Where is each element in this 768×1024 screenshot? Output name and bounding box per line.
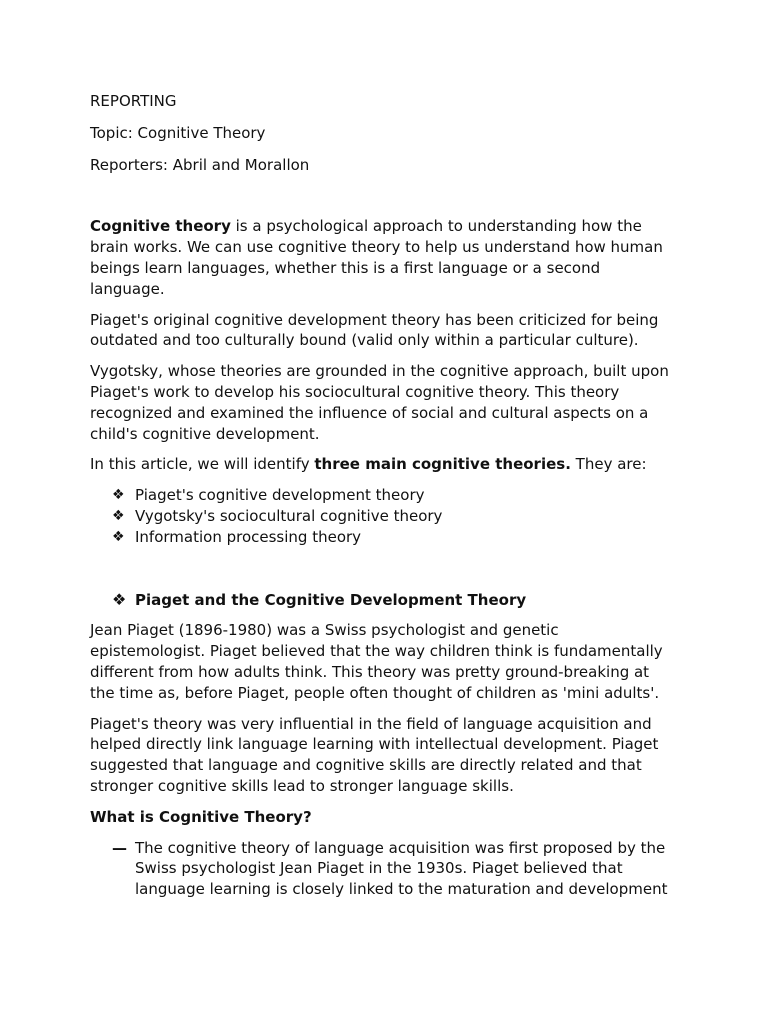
paragraph-three-theories: [90, 454, 678, 475]
subheading-what-is-cognitive-theory: What is Cognitive Theory?: [90, 807, 312, 826]
list-item-text: Vygotsky's sociocultural cognitive theory: [135, 506, 443, 525]
paragraph-piaget-criticism: Piaget's original cognitive development theory has been criticized for being outdated and too culturally bound (valid only within a particular culture).: [90, 310, 659, 350]
dash-bullet-icon: —: [112, 838, 127, 857]
section-heading: [90, 590, 678, 611]
diamond-bullet-icon: ❖: [112, 507, 125, 524]
section-heading-text: Piaget and the Cognitive Development Theory: [135, 590, 527, 609]
diamond-bullet-icon: ❖: [112, 589, 127, 609]
intro-term: Cognitive theory: [90, 217, 231, 236]
spacer: [90, 186, 678, 216]
list-item: [90, 485, 678, 506]
list-item: [90, 527, 678, 548]
diamond-bullet-icon: ❖: [112, 487, 125, 504]
list-item-text: Information processing theory: [135, 527, 362, 546]
para4-after: They are:: [570, 455, 647, 474]
para4-bold: three main cognitive theories.: [314, 455, 571, 474]
paragraph-jean-piaget: Jean Piaget (1896-1980) was a Swiss psychologist and genetic epistemologist. Piaget believed that the way children think is fundamentally different from how adults think. This theory was pretty ground-breaking at the time as, before Piaget, people often thought of children as 'mini adults'.: [90, 621, 663, 702]
document-page: [90, 91, 678, 900]
report-reporters: Reporters: Abril and Morallon: [90, 155, 310, 174]
para4-before: In this article, we will identify: [90, 455, 315, 474]
spacer: [90, 548, 678, 590]
report-topic: Topic: Cognitive Theory: [90, 123, 266, 142]
paragraph-vygotsky: Vygotsky, whose theories are grounded in the cognitive approach, built upon Piaget's work to develop his sociocultural cognitive theory. This theory recognized and examined the influence of social and cultural aspects on a child's cognitive development.: [90, 362, 669, 443]
list-item-text: Piaget's cognitive development theory: [135, 486, 425, 505]
report-label: REPORTING: [90, 92, 177, 110]
list-item: [90, 506, 678, 527]
diamond-bullet-icon: ❖: [112, 528, 125, 545]
intro-paragraph: [90, 216, 678, 299]
intro-text: is a psychological approach to understanding how the brain works. We can use cognitive theory to help us understand how human beings learn languages, whether this is a first language or a second language.: [90, 217, 663, 298]
dash-list-item: [90, 838, 678, 900]
paragraph-piaget-influence: Piaget's theory was very influential in the field of language acquisition and helped directly link language learning with intellectual development. Piaget suggested that language and cognitive skills are directly related and that stronger cognitive skills lead to stronger language skills.: [90, 714, 659, 795]
dash-list-item-text: The cognitive theory of language acquisition was first proposed by the Swiss psychologist Jean Piaget in the 1930s. Piaget believed that language learning is closely linked to the maturation and development: [135, 838, 668, 899]
theories-list: [90, 485, 678, 547]
